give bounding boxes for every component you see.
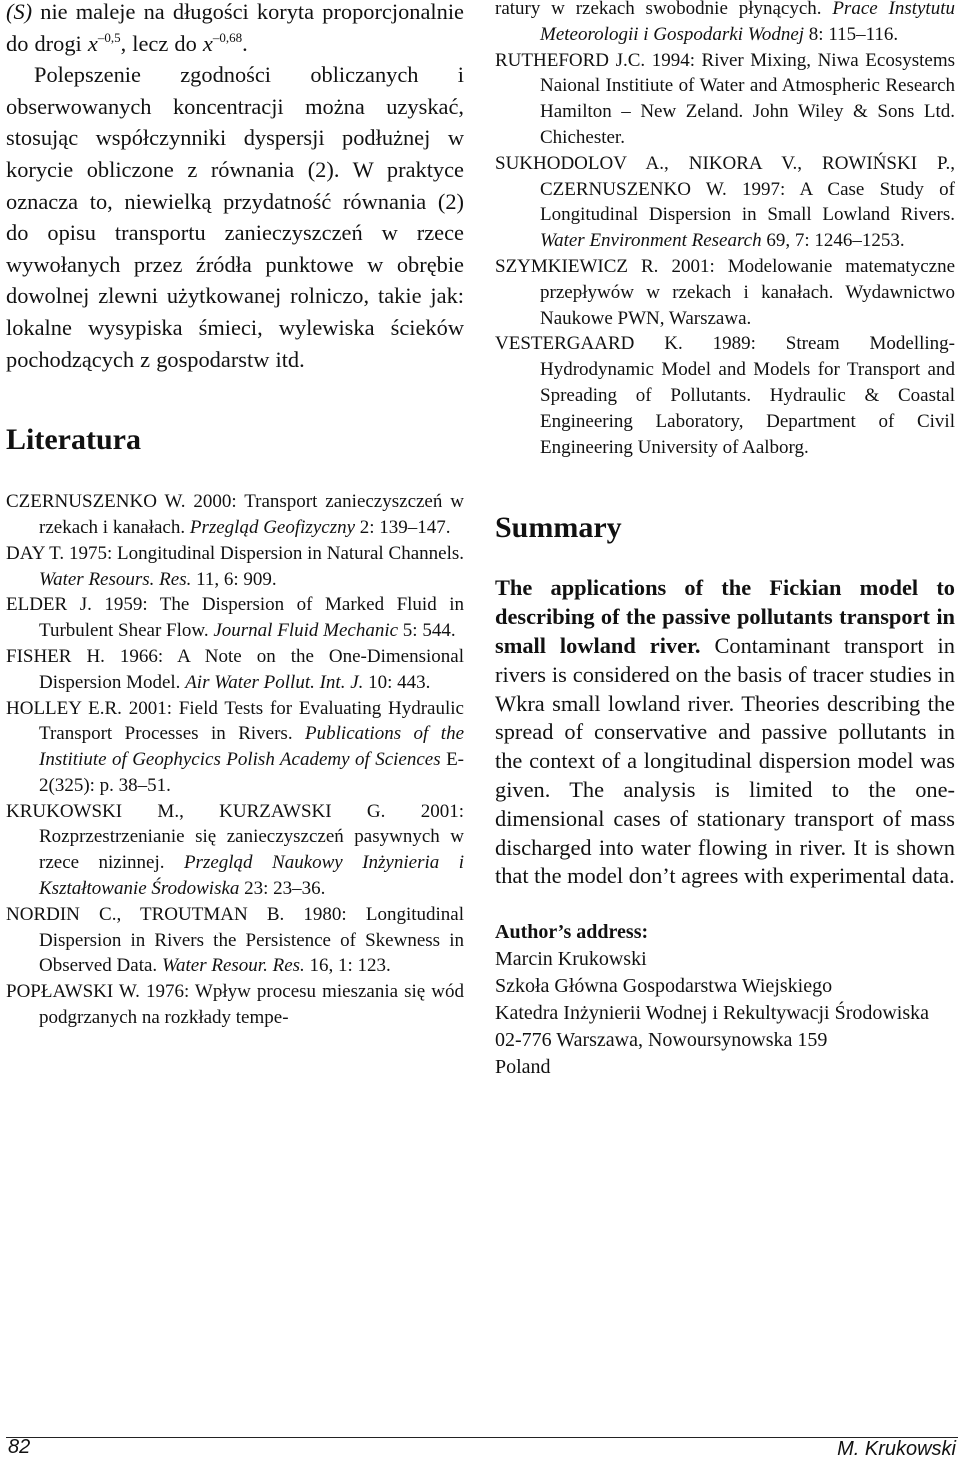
reference-journal: Publications of the Institiute of Geophycics Polish Academy of Sciences (39, 723, 464, 771)
reference-journal: Journal Fluid Mechanic (213, 620, 399, 642)
text-span: , lecz do (120, 30, 203, 56)
reference-authors: ELDER J. (6, 594, 92, 616)
reference-item (495, 151, 955, 254)
reference-text: 1966: A Note on the One-Dimensional Dispersion Model. (39, 645, 464, 693)
reference-text: 2001: Modelowanie matematyczne przepływów w rzekach i kanałach. Wydawnictwo Naukowe PWN, Warszawa. (540, 255, 955, 329)
exponent: –0,5 (97, 29, 121, 45)
reference-item (495, 331, 955, 460)
reference-text: 1994: River Mixing, Niwa Ecosystems Naional Institiute of Water and Atmospheric Research Hamilton – New Zeland. John Wiley & Sons Ltd. Chichester. (540, 49, 955, 148)
reference-tail: 2: 139–147. (355, 516, 451, 538)
reference-tail: 69, 7: 1246–1253. (761, 230, 905, 252)
reference-tail: 5: 544. (398, 620, 456, 642)
reference-list (6, 489, 464, 1031)
reference-item (6, 799, 464, 902)
exponent: –0,68 (212, 29, 243, 45)
reference-item (6, 696, 464, 799)
reference-item (495, 254, 955, 331)
summary-body: Contaminant transport in rivers is considered on the basis of tracer studies in Wkra small lowland river. Theories describing the spread of conservative and passive pollutants in the context of a longitudinal dispersion model was given. The analysis is limited to the one-dimensional cases of stationary transport of mass discharged into water flowing in river. It is shown that the model don’t agrees with experimental data. (495, 632, 955, 889)
address-line: Poland (495, 1056, 551, 1079)
reference-tail: E-2(325): p. 38–51. (39, 749, 464, 796)
variable-x: x (202, 30, 213, 56)
reference-authors: KRUKOWSKI M., KURZAWSKI G. (6, 800, 386, 822)
reference-tail: 23: 23–36. (239, 878, 326, 900)
reference-journal: Prace Instytutu Meteorologii i Gospodarki Wodnej (540, 0, 955, 45)
reference-text: 1989: Stream Modelling-Hydrodynamic Model and Models for Transport and Spreading of Pollutants. Hydraulic & Coastal Engineering Laboratory, Department of Civil Engineering University of Aalborg. (540, 333, 956, 458)
reference-authors: POPŁAWSKI W. (6, 981, 140, 1003)
reference-authors: RUTHEFORD J.C. (495, 49, 646, 71)
reference-tail: 16, 1: 123. (304, 955, 391, 977)
reference-text: 1980: Longitudinal Dispersion in Rivers the Persistence of Skewness in Observed Data. (39, 903, 464, 977)
reference-authors: VESTERGAARD K. (495, 333, 683, 355)
reference-text: 2001: Field Tests for Evaluating Hydraulic Transport Processes in Rivers. (39, 697, 464, 745)
reference-text: 2001: Rozprzestrzenianie się zanieczyszczeń pasywnych w rzece nizinnej. (39, 800, 464, 874)
reference-journal: Przegląd Naukowy Inżynieria i Kształtowanie Środowiska (39, 852, 464, 900)
right-column (495, 0, 955, 1081)
variable-x: x (87, 30, 98, 56)
summary-title: The applications of the Fickian model to describing of the passive pollutants transport in small lowland river. (495, 575, 955, 658)
text-span: nie maleje na długości koryta proporcjonalnie do drogi (6, 0, 464, 56)
reference-authors: DAY T. (6, 542, 65, 564)
reference-item (6, 644, 464, 696)
summary-heading: Summary (495, 511, 622, 545)
reference-journal: Water Resours. Res. (39, 568, 192, 590)
reference-journal: Water Resour. Res. (161, 955, 305, 977)
reference-tail: 8: 115–116. (804, 23, 899, 45)
address-line: Katedra Inżynierii Wodnej i Rekultywacji Środowiska (495, 1002, 930, 1025)
paragraph-conclusion: Polepszenie zgodności obliczanych i obserwowanych koncentracji można uzyskać, stosując współczynniki dyspersji podłużnej w korycie obliczone z równania (2). W praktyce oznacza to, niewielką przydatność równania (2) do opisu transportu zanieczyszczeń w rzece wywołanych przez źródła punktowe w obrębie dowolnej zlewni użytkowanej rolniczo, takie jak: lokalne wysypiska śmieci, wylewiska ścieków pochodzących z gospodarstw itd. (6, 62, 464, 372)
reference-list (495, 48, 955, 461)
reference-authors: CZERNUSZENKO W. (6, 491, 186, 513)
reference-item (6, 489, 464, 541)
reference-tail: 11, 6: 909. (191, 568, 277, 590)
reference-authors: SUKHODOLOV A., NIKORA V., ROWIŃSKI P., CZERNUSZENKO W. (495, 152, 955, 200)
reference-journal: Water Environment Research (540, 230, 762, 252)
author-address (495, 946, 955, 1081)
paragraph-continuation (6, 0, 464, 59)
literature-heading: Literatura (6, 423, 141, 457)
summary-abstract (495, 574, 955, 891)
address-line: 02-776 Warszawa, Nowoursynowska 159 (495, 1029, 828, 1052)
reference-continuation (495, 0, 955, 48)
italic-symbol: (S) (6, 0, 33, 24)
reference-text: 1976: Wpływ procesu mieszania się wód podgrzanych na rozkłady tempe- (39, 981, 464, 1029)
reference-item (6, 592, 464, 644)
reference-text: 2000: Transport zanieczyszczeń w rzekach i kanałach. (39, 491, 464, 538)
reference-authors: HOLLEY E.R. (6, 697, 122, 719)
address-heading: Author’s address: (495, 921, 649, 944)
reference-authors: SZYMKIEWICZ R. (495, 255, 659, 277)
reference-journal: Przegląd Geofizyczny (189, 516, 356, 538)
reference-text: 1959: The Dispersion of Marked Fluid in Turbulent Shear Flow. (39, 594, 464, 642)
reference-item (6, 902, 464, 979)
reference-text: 1975: Longitudinal Dispersion in Natural Channels. (64, 542, 464, 564)
page-number: 82 (8, 1436, 31, 1458)
text-span: . (242, 30, 248, 56)
reference-item (495, 48, 955, 151)
address-line: Marcin Krukowski (495, 948, 647, 971)
reference-journal: Air Water Pollut. Int. J. (185, 671, 364, 693)
reference-tail: 10: 443. (363, 671, 431, 693)
reference-item (6, 541, 464, 593)
reference-authors: NORDIN C., TROUTMAN B. (6, 903, 285, 925)
reference-text: ratury w rzekach swobodnie płynących. (495, 0, 833, 19)
reference-text: 1997: A Case Study of Longitudinal Dispersion in Small Lowland Rivers. (540, 178, 955, 226)
left-column (6, 0, 464, 1031)
footer-rule (6, 1437, 958, 1438)
footer-author: M. Krukowski (837, 1438, 956, 1460)
address-line: Szkoła Główna Gospodarstwa Wiejskiego (495, 975, 833, 998)
reference-authors: FISHER H. (6, 645, 105, 667)
reference-item (6, 979, 464, 1031)
